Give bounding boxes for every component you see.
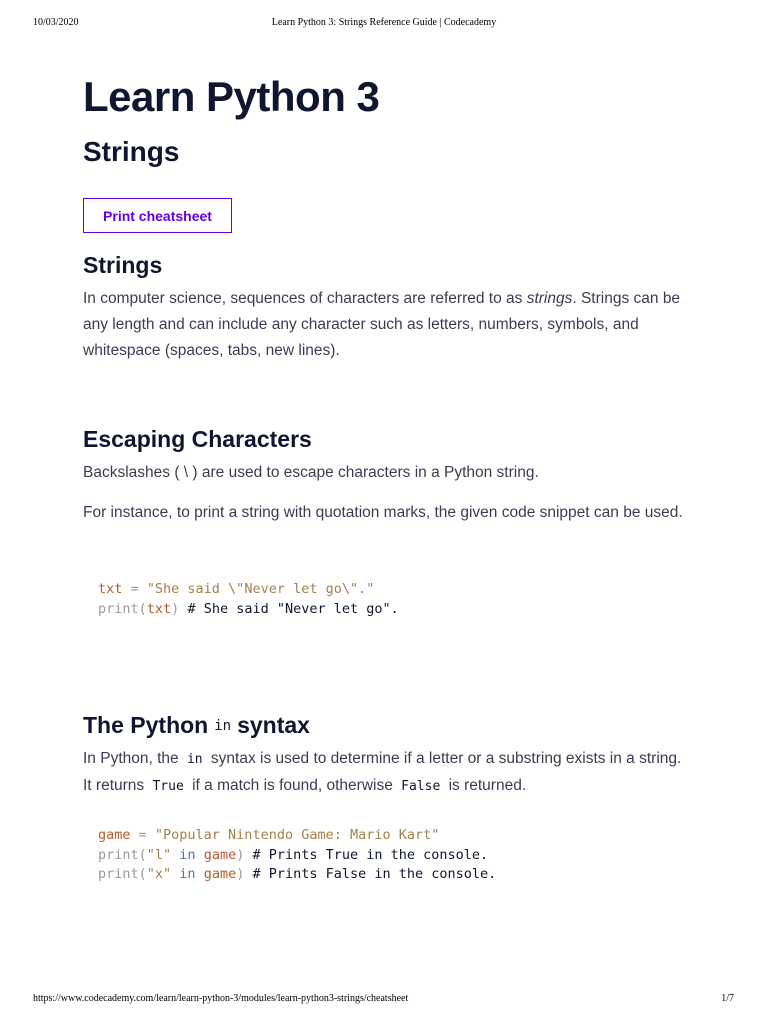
- section-heading-strings: Strings: [83, 252, 163, 278]
- print-header: [0, 17, 768, 31]
- escaping-paragraph-1: [83, 460, 693, 486]
- heading-text-after: syntax: [237, 712, 310, 738]
- code-comment: # Prints False in the console.: [244, 866, 497, 882]
- code-comment: # She said "Never let go".: [179, 600, 399, 617]
- code-token: "l": [146, 846, 172, 863]
- inline-code-in: in: [186, 752, 203, 767]
- section-heading-in-syntax: [83, 712, 310, 739]
- code-token: in: [171, 846, 204, 863]
- inline-code-false: False: [401, 779, 441, 794]
- print-url: https://www.codecademy.com/learn/learn-python-3/modules/learn-python3-strings/cheatsheet: [33, 993, 409, 1004]
- strings-paragraph: [83, 286, 693, 364]
- print-page-title: Learn Python 3: Strings Reference Guide | Codecademy: [271, 17, 497, 28]
- escaping-text-after: ) are used to escape characters in a Python string.: [188, 464, 539, 481]
- escaping-code-snippet: [98, 580, 399, 619]
- heading-text-before: The Python: [83, 712, 209, 738]
- print-page-number: 1/7: [721, 993, 734, 1004]
- code-token: "Popular Nintendo Game: Mario Kart": [154, 827, 440, 843]
- code-token: game: [203, 866, 237, 882]
- in-text-3: if a match is found, otherwise: [187, 777, 398, 794]
- code-token: ): [236, 866, 245, 882]
- print-footer: [0, 993, 768, 1007]
- code-token: game: [203, 846, 237, 863]
- in-text-4: is returned.: [444, 777, 527, 794]
- escaping-text-before: Backslashes (: [83, 464, 184, 481]
- in-syntax-code-snippet: [98, 826, 496, 885]
- in-syntax-paragraph: [83, 746, 693, 800]
- strings-emphasis: strings: [526, 290, 573, 307]
- code-comment: # Prints True in the console.: [244, 846, 489, 863]
- inline-code-true: True: [152, 779, 184, 794]
- heading-code-in: in: [214, 718, 232, 734]
- in-text-1: In Python, the: [83, 750, 183, 767]
- page-title: Learn Python 3: [83, 73, 380, 120]
- strings-text-after: . Strings can be any length and can include any character such as letters, numbers, symbols, and whitespace (spaces, tabs, new lines).: [83, 290, 681, 359]
- code-token: txt: [146, 600, 172, 617]
- code-token: ): [171, 600, 180, 617]
- code-token: "x": [146, 866, 172, 882]
- backslash-char: \: [183, 464, 189, 481]
- code-token: in: [171, 866, 204, 882]
- code-token: "She said \"Never let go\".": [146, 581, 375, 597]
- in-text-2: syntax is used to determine if a letter or a substring exists in a string. It returns: [83, 750, 682, 794]
- code-token: =: [130, 827, 155, 843]
- escaping-paragraph-2: For instance, to print a string with quotation marks, the given code snippet can be used.: [83, 504, 683, 521]
- print-date: 10/03/2020: [33, 17, 79, 28]
- code-token: print(: [98, 846, 147, 863]
- code-token: game: [98, 827, 131, 843]
- print-cheatsheet-button[interactable]: Print cheatsheet: [83, 198, 232, 233]
- code-token: =: [122, 581, 147, 597]
- module-title: Strings: [83, 136, 180, 167]
- code-token: ): [236, 846, 245, 863]
- code-token: txt: [98, 581, 123, 597]
- code-token: print(: [98, 600, 147, 617]
- strings-text-before: In computer science, sequences of characters are referred to as: [83, 290, 527, 307]
- code-token: print(: [98, 866, 147, 882]
- section-heading-escaping: Escaping Characters: [83, 426, 312, 452]
